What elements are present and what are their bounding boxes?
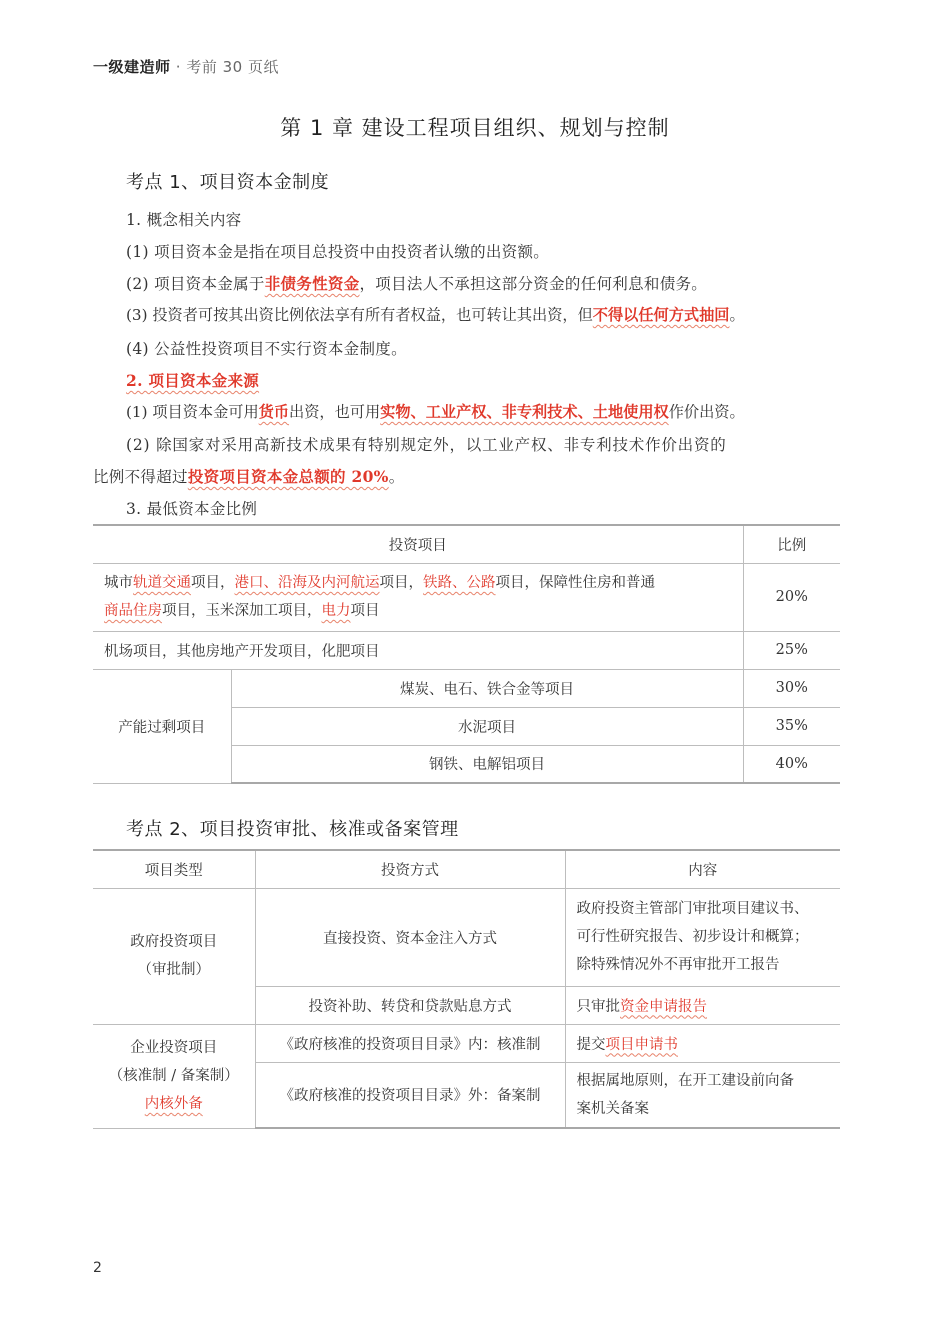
ratio-value: 35% <box>743 707 840 745</box>
content <box>565 1024 840 1062</box>
highlight: 投资项目资本金总额的 20% <box>187 467 389 486</box>
content <box>565 888 840 986</box>
text: 案机关备案 <box>576 1100 649 1117</box>
investment-method: 投资补助、转贷和贷款贴息方式 <box>255 986 565 1024</box>
text: 比例不得超过 <box>93 468 188 486</box>
running-header <box>93 56 279 77</box>
paragraph-6-line-1: (2) 除国家对采用高新技术成果有特别规定外，以工业产权、非专利技术作价出资的 <box>126 436 727 454</box>
column-header: 投资方式 <box>255 850 565 888</box>
investment-item: 钢铁、电解铝项目 <box>231 745 743 783</box>
text: 项目 <box>350 603 380 619</box>
chapter-title: 第 1 章 建设工程项目组织、规划与控制 <box>280 116 670 140</box>
highlight: 商品住房 <box>104 603 162 619</box>
text: 只审批 <box>576 998 620 1015</box>
subheading-capital-source: 2. 项目资本金来源 <box>126 371 260 390</box>
investment-method: 《政府核准的投资项目目录》内：核准制 <box>255 1024 565 1062</box>
text: 项目， <box>191 575 235 591</box>
highlight: 不得以任何方式抽回 <box>592 306 730 324</box>
text: (1) 项目资本金可用 <box>126 403 259 421</box>
text: 项目， <box>379 575 423 591</box>
investment-item <box>93 563 743 631</box>
highlight: 内核外备 <box>144 1096 203 1112</box>
column-header: 投资项目 <box>93 525 743 563</box>
content <box>565 1062 840 1128</box>
text: 城市 <box>104 575 133 591</box>
text: (3) 投资者可按其出资比例依法享有所有者权益，也可转让其出资，但 <box>126 306 593 324</box>
text: 政府投资主管部门审批项目建议书、 <box>576 901 809 917</box>
text: 项目，保障性住房和普通 <box>495 575 655 591</box>
highlight: 实物、工业产权、非专利技术、土地使用权 <box>380 403 669 421</box>
text: 作价出资。 <box>668 403 745 421</box>
paragraph-5 <box>126 401 745 422</box>
series-subtitle: 考前 30 页纸 <box>186 58 279 76</box>
highlight: 项目申请书 <box>605 1036 678 1053</box>
capital-ratio-table <box>93 524 840 784</box>
text: 。 <box>729 306 745 324</box>
header-separator: · <box>175 58 182 76</box>
text: 项目，玉米深加工项目， <box>162 603 322 619</box>
ratio-value: 20% <box>743 563 840 631</box>
text: （核准制 / 备案制） <box>108 1068 239 1084</box>
text: （审批制） <box>137 962 210 978</box>
ratio-value: 40% <box>743 745 840 783</box>
table-header-row <box>93 850 840 888</box>
highlight: 港口、沿海及内河航运 <box>234 575 380 591</box>
text: 政府投资项目 <box>130 934 218 950</box>
ratio-value: 25% <box>743 631 840 669</box>
investment-method: 《政府核准的投资项目目录》外：备案制 <box>255 1062 565 1128</box>
investment-item: 机场项目，其他房地产开发项目，化肥项目 <box>93 631 743 669</box>
page-number: 2 <box>93 1260 102 1276</box>
paragraph-6-line-2 <box>93 465 405 487</box>
highlight: 轨道交通 <box>133 575 191 591</box>
section-2-title: 考点 2、项目投资审批、核准或备案管理 <box>126 819 459 840</box>
group-label: 产能过剩项目 <box>93 669 231 783</box>
paragraph-3 <box>126 304 745 325</box>
table-header-row <box>93 525 840 563</box>
table-row <box>93 669 840 707</box>
text: ，项目法人不承担这部分资金的任何利息和债务。 <box>359 275 708 293</box>
project-type-enterprise <box>93 1024 255 1128</box>
investment-item: 水泥项目 <box>231 707 743 745</box>
text: 可行性研究报告、初步设计和概算； <box>576 929 809 945</box>
column-header: 项目类型 <box>93 850 255 888</box>
paragraph-1: (1) 项目资本金是指在项目总投资中由投资者认缴的出资额。 <box>126 243 550 261</box>
text: 企业投资项目 <box>130 1040 218 1056</box>
subheading-min-ratio: 3. 最低资本金比例 <box>126 500 258 518</box>
text: 。 <box>388 468 405 486</box>
paragraph-4: (4) 公益性投资项目不实行资本金制度。 <box>126 340 407 358</box>
highlight: 资金申请报告 <box>620 998 707 1015</box>
subheading-concept: 1. 概念相关内容 <box>126 211 242 229</box>
text: (2) 项目资本金属于 <box>126 275 265 293</box>
table-row <box>93 888 840 986</box>
text: 根据属地原则，在开工建设前向备 <box>576 1072 794 1089</box>
column-header: 比例 <box>743 525 840 563</box>
paragraph-2 <box>126 272 707 294</box>
text: 出资，也可用 <box>289 403 381 421</box>
column-header: 内容 <box>565 850 840 888</box>
text: 除特殊情况外不再审批开工报告 <box>576 957 780 973</box>
section-1-title: 考点 1、项目资本金制度 <box>126 172 330 193</box>
approval-management-table <box>93 849 840 1129</box>
highlight: 电力 <box>321 603 351 619</box>
text: 提交 <box>576 1036 606 1053</box>
project-type-government <box>93 888 255 1024</box>
highlight: 非债务性资金 <box>264 274 360 293</box>
investment-item: 煤炭、电石、铁合金等项目 <box>231 669 743 707</box>
ratio-value: 30% <box>743 669 840 707</box>
table-row <box>93 563 840 631</box>
table-row <box>93 631 840 669</box>
investment-method: 直接投资、资本金注入方式 <box>255 888 565 986</box>
highlight: 铁路、公路 <box>423 575 496 591</box>
highlight: 货币 <box>258 403 290 421</box>
content <box>565 986 840 1024</box>
series-name: 一级建造师 <box>93 58 171 76</box>
table-row <box>93 1024 840 1062</box>
